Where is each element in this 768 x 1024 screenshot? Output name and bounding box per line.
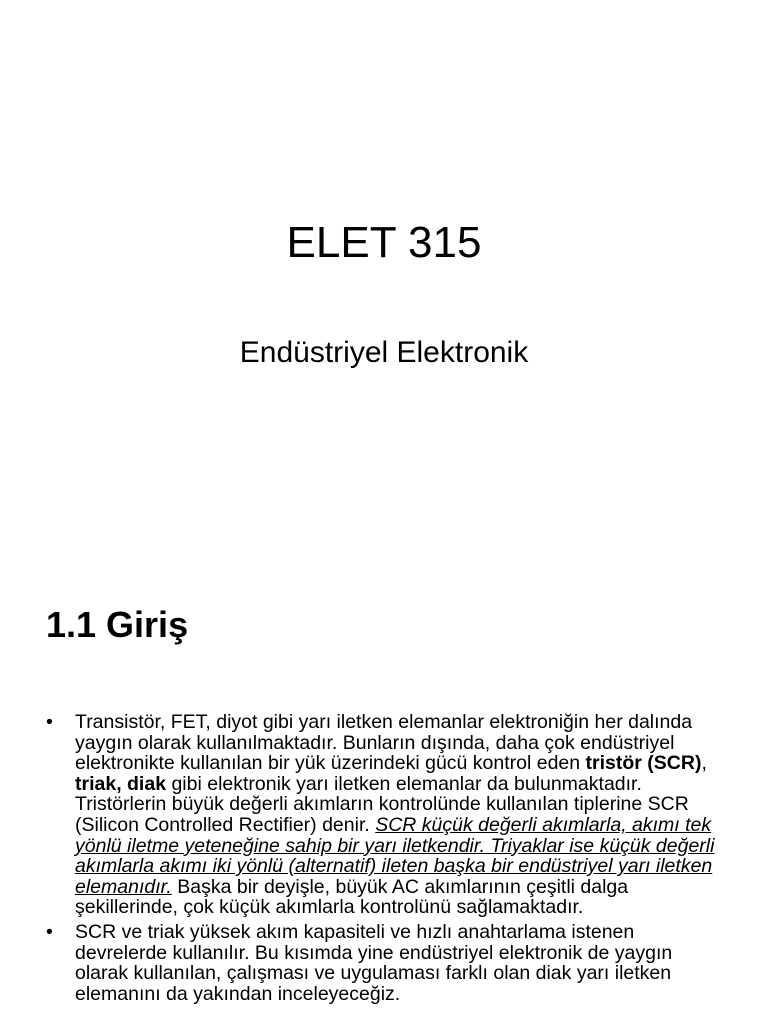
bullet-icon: • [46,920,53,943]
bullet-item-2 [46,922,726,1004]
bullet-1-emphasis: SCR küçük değerli akımlarla, akımı tek yönlü iletme yeteneğine sahip bir yarı iletkendir. Triyaklar ise küçük değerli akımlarla akımı iki yönlü (alternatif) ileten başka bir endüstriyel yarı iletken elemanıdır. [75,813,715,898]
bullet-1-text-part1: Transistör, FET, diyot gibi yarı iletken elemanlar elektroniğin her dalında yaygın olarak kullanılmaktadır. Bunların dışında, daha çok endüstriyel elektronikte kullanılan bir yük üzerindeki gücü kontrol eden [75,711,693,775]
bullet-1-text-part3: Başka bir deyişle, büyük AC akımlarının çeşitli dalga şekillerinde, çok küçük akımlarla kontrolünü sağlamaktadır. [75,875,629,919]
bullet-2-text: SCR ve triak yüksek akım kapasiteli ve hızlı anahtarlama istenen devrelerde kullanılır. Bu kısımda yine endüstriyel elektronik de yaygın olarak kullanılan, çalışması ve uygulaması farklı olan diak yarı iletken elemanını da yakından inceleyeceğiz. [75,920,673,1005]
course-title: ELET 315 [286,218,482,267]
bullet-1-separator: , [701,752,707,775]
section-heading: 1.1 Giriş [46,604,189,645]
bullet-list [46,712,726,1008]
bullet-1-text-part2: gibi elektronik yarı iletken elemanlar da bulunmaktadır. Tristörlerin büyük değerli akımların kontrolünde kullanılan tiplerine SCR (Silicon Controlled Rectifier) denir. [75,772,689,836]
course-subtitle: Endüstriyel Elektronik [239,336,529,369]
bullet-1-bold-triak-diak: triak, diak [75,772,167,795]
bullet-icon: • [46,711,53,733]
bullet-item-1 [46,712,726,918]
bullet-1-bold-scr: tristör (SCR) [585,752,702,775]
